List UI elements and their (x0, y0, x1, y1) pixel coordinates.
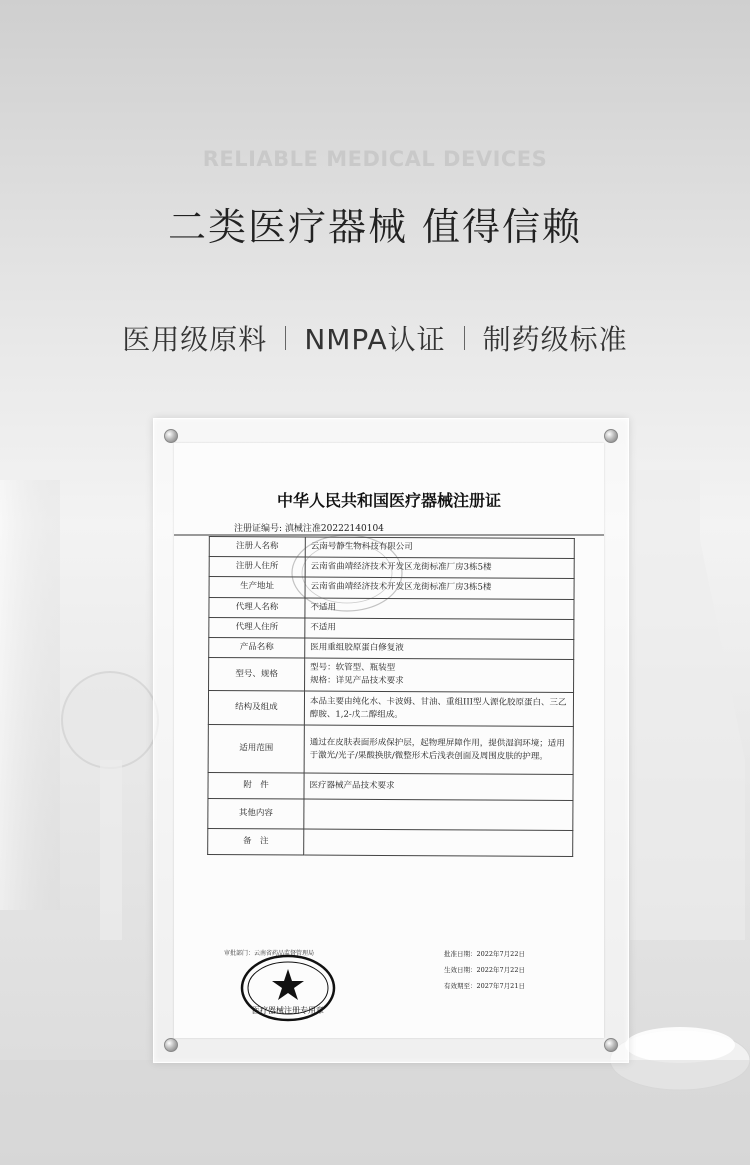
field-value-line (309, 814, 567, 815)
field-value-line: 云南号静生物科技有限公司 (310, 541, 413, 553)
page-title: 二类医疗器械 值得信赖 (167, 205, 583, 249)
field-label: 适用范围 (208, 725, 304, 774)
field-value (304, 829, 573, 856)
certificate-dates (444, 946, 525, 994)
field-label: 代理人名称 (209, 597, 305, 618)
screw-icon (164, 1038, 178, 1052)
field-value-line: 本品主要由纯化水、卡波姆、甘油、重组III型人源化胶原蛋白、三乙醇胺、1,2-戊二醇组成。 (309, 696, 567, 720)
official-seal-icon (238, 953, 338, 1023)
field-value (304, 691, 573, 726)
approval-department: 审批部门：云南省药品监督管理局 (224, 950, 315, 957)
field-label: 产品名称 (209, 637, 305, 658)
field-label: 注册人名称 (209, 537, 305, 558)
feature-divider (464, 326, 465, 350)
seal-stamp-faint (282, 528, 412, 618)
approve-date: 批准日期：2022年7月22日 (444, 950, 525, 958)
field-value (305, 638, 574, 660)
feature-divider (285, 326, 286, 350)
expiry-date: 有效期至：2027年7月21日 (444, 982, 525, 990)
reg-label: 注册证编号: (234, 524, 283, 534)
field-label: 结构及组成 (208, 691, 304, 726)
field-label: 其他内容 (208, 799, 304, 830)
table-row (209, 658, 574, 693)
field-value-line (309, 842, 567, 843)
field-value (305, 658, 574, 693)
field-value-line: 不适用 (310, 622, 336, 633)
field-value-line: 型号：软管型、瓶装型 (310, 662, 396, 674)
field-value-line: 规格：详见产品技术要求 (310, 675, 404, 687)
field-value (304, 725, 573, 774)
field-label: 备 注 (208, 829, 304, 856)
screw-icon (604, 1038, 618, 1052)
registration-certificate (174, 443, 604, 1038)
table-row (208, 829, 573, 857)
table-row (208, 773, 573, 801)
field-label: 生产地址 (209, 577, 305, 598)
seal-text: 医疗器械注册专用章 (252, 1006, 324, 1015)
table-row (208, 799, 573, 831)
field-label: 注册人住所 (209, 557, 305, 578)
field-value (304, 773, 573, 800)
effective-date: 生效日期：2022年7月22日 (444, 966, 525, 974)
field-value-line: 不适用 (310, 602, 337, 613)
table-row (208, 725, 573, 775)
english-subtitle: RELIABLE MEDICAL DEVICES (202, 147, 548, 171)
table-row (209, 637, 574, 659)
screw-icon (164, 429, 178, 443)
certificate-title: 中华人民共和国医疗器械注册证 (276, 491, 501, 510)
field-value-line: 云南省曲靖经济技术开发区龙街标准厂房3栋5楼 (310, 581, 492, 593)
reg-value: 滇械注准20222140104 (284, 524, 384, 534)
field-value (305, 618, 574, 640)
feature-medical-grade: 医用级原料 (122, 323, 268, 356)
field-value-line: 通过在皮肤表面形成保护层，起物理屏障作用，提供湿润环境；适用于激光/光子/果酸换肤/微整形术后浅表创面及周围皮肤的护理。 (309, 737, 565, 762)
field-value (304, 799, 573, 830)
feature-pharma-grade: 制药级标准 (482, 323, 628, 356)
table-row (208, 691, 573, 727)
field-label: 附 件 (208, 773, 304, 800)
table-row (209, 617, 574, 639)
field-value-line: 医疗器械产品技术要求 (309, 780, 395, 792)
feature-list (0, 318, 750, 358)
screw-icon (604, 429, 618, 443)
field-value-line: 云南省曲靖经济技术开发区龙街标准厂房3栋5楼 (310, 561, 492, 573)
feature-nmpa: NMPA认证 (304, 323, 446, 356)
field-label: 型号、规格 (209, 658, 305, 692)
field-label: 代理人住所 (209, 617, 305, 638)
field-value-line: 医用重组胶原蛋白修复液 (310, 642, 404, 653)
